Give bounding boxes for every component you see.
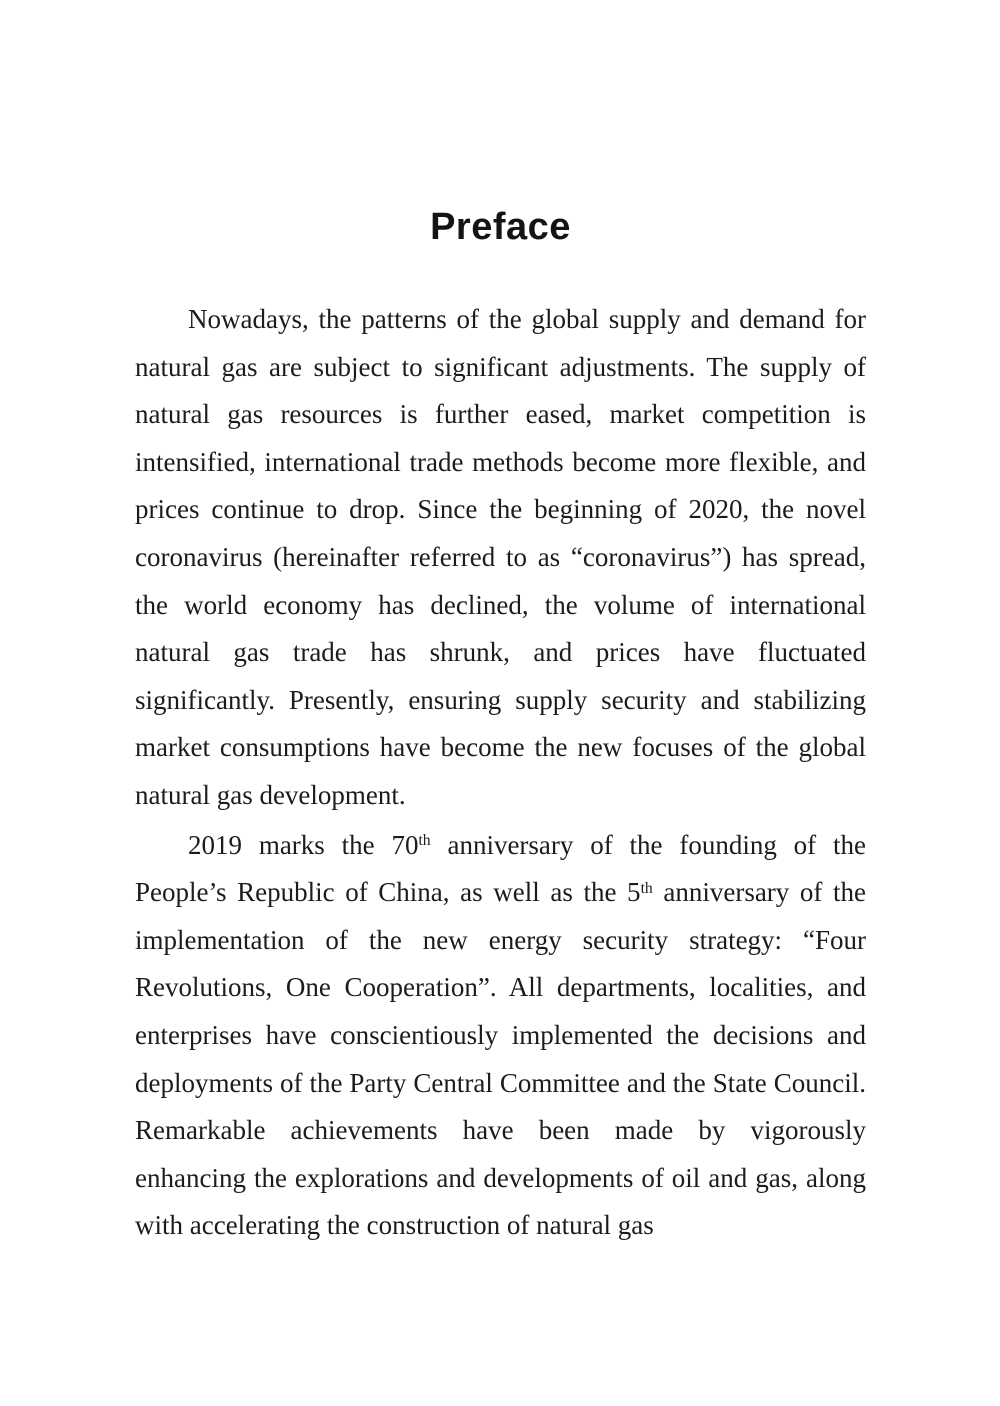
paragraph-2-text-3: anniversary of the implementation of the new energy security strategy: “Four Revolutions, One Cooperation”. All departments, localities, and enterprises have conscientiously implemented the decisions and deployments of the Party Central Committee and the State Council. Remarkable achievements have been made by vigorously enhancing the explorations and developments of oil and gas, along with accelerating the construction of natural gas — [135, 877, 867, 1241]
document-body — [135, 296, 866, 1250]
text-column — [135, 0, 866, 1250]
paragraph-1-text: Nowadays, the patterns of the global supply and demand for natural gas are subject to significant adjustments. The supply of natural gas resources is further eased, market competition is intensified, international trade methods become more flexible, and prices continue to drop. Since the beginning of 2020, the novel coronavirus (hereinafter referred to as “coronavirus”) has spread, the world economy has declined, the volume of international natural gas trade has shrunk, and prices have fluctuated significantly. Presently, ensuring supply security and stabilizing market consumptions have become the new focuses of the global natural gas development. — [135, 304, 866, 810]
ordinal-suffix-5th: th — [640, 879, 653, 897]
paragraph-1 — [135, 296, 866, 820]
paragraph-2-text-1: 2019 marks the 70 — [188, 829, 419, 860]
paragraph-2 — [135, 822, 866, 1250]
page-title: Preface — [430, 206, 571, 248]
ordinal-suffix-70th: th — [418, 831, 431, 849]
paragraph-2-text-2: anniversary of the founding of the People’s Republic of China, as well as the 5 — [135, 829, 866, 908]
